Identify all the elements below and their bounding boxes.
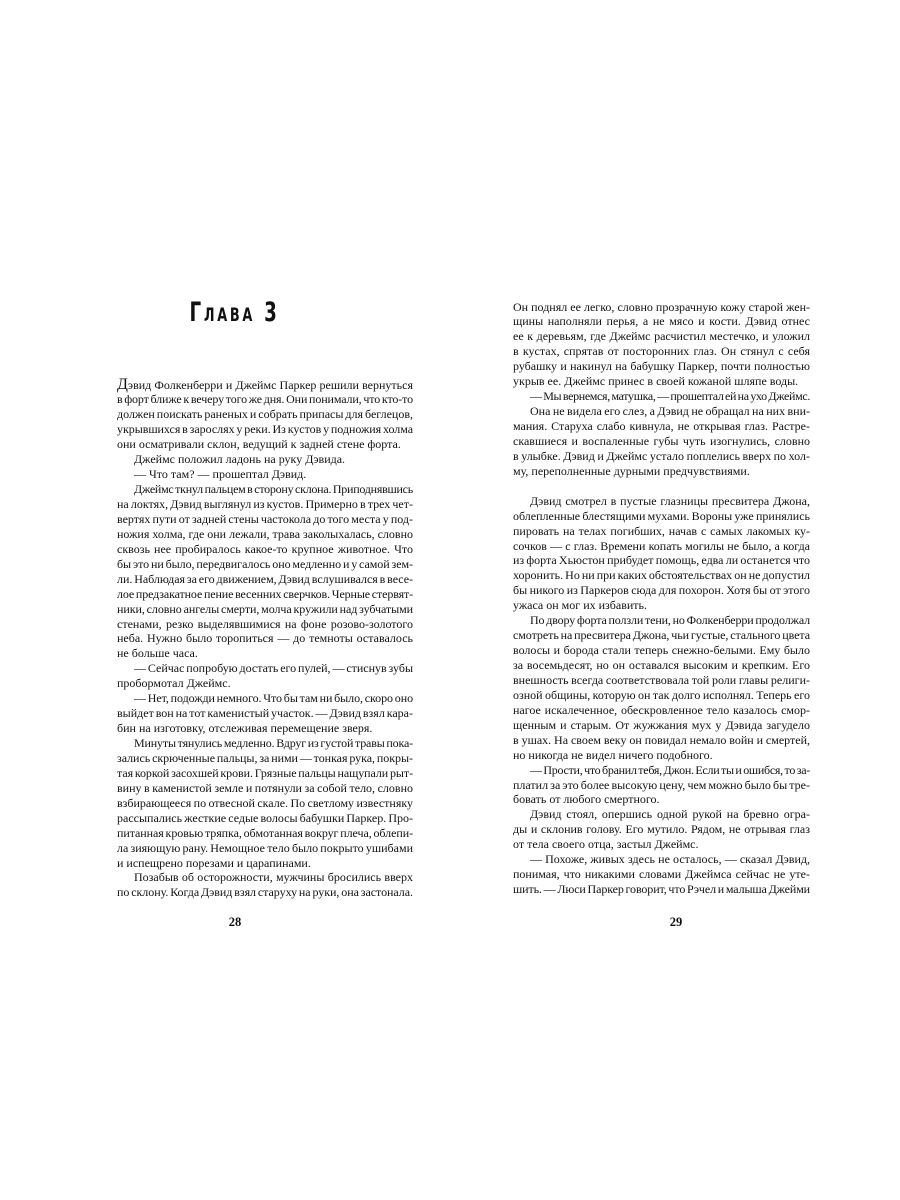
text-line: пробормотал Джеймс. — [117, 676, 231, 691]
text-line: озной общины, которую он так долго исполнял. Теперь его — [513, 687, 810, 702]
text-line: в улыбке. Дэвид и Джеймс устало поплелись вверх по хол- — [513, 448, 810, 463]
text-line: выйдет вон на тот каменистый участок. — Дэвид взял кара- — [117, 706, 413, 721]
text-line: Джеймс ткнул пальцем в сторону склона. Приподнявшись — [134, 482, 413, 497]
text-line: в форт ближе к вечеру того же дня. Они понимали, что кто-то — [117, 392, 413, 407]
text-line: Дэвид смотрел в пустые глазницы пресвитера Джона, — [530, 493, 810, 508]
text-line: питанная кровью тряпка, обмотанная вокруг плеча, облепи- — [117, 825, 413, 840]
text-line: Дэвид Фолкенберри и Джеймс Паркер решили вернуться — [117, 375, 413, 393]
text-line: бовать от любого смертного. — [513, 792, 660, 807]
paragraph — [513, 763, 810, 808]
text-line: сквозь нее пробиралось какое-то крупное животное. Что — [117, 541, 413, 556]
text-line: — Нет, подожди немного. Что бы там ни было, скоро оно — [134, 691, 413, 706]
text-line: ножия холма, где они лежали, трава заколыхалась, словно — [117, 526, 413, 541]
text-line: в ушах. На своем веку он повидал немало войн и смертей, — [513, 732, 810, 747]
text-line: — Похоже, живых здесь не осталось, — сказал Дэвид, — [530, 852, 810, 867]
text-line: Она не видела его слез, а Дэвид не обращал на них вни- — [530, 404, 811, 419]
text-line: — Что там? — прошептал Дэвид. — [134, 467, 307, 482]
text-line: пировать на телах погибших, начав с самых лакомых ку- — [513, 523, 810, 538]
text-line: ники, словно ангелы смерти, молча кружили над зубчатыми — [117, 601, 413, 616]
text-line: они осматривали склон, ведущий к задней стене форта. — [117, 437, 401, 452]
text-line: шить. — Люси Паркер говорит, что Рэчел и малыша Джейми — [513, 882, 810, 897]
page-number-left: 28 — [228, 915, 242, 929]
text-line: укрывшихся в зарослях у реки. Из кустов у подножия холма — [117, 422, 413, 437]
text-line: лое предзакатное пение весенних сверчков. Черные стервят- — [117, 586, 413, 601]
text-line: но никогда не видел ничего подобного. — [513, 747, 713, 762]
text-section — [513, 300, 810, 479]
paragraph — [513, 807, 810, 852]
page-number-right: 29 — [669, 915, 683, 929]
text-line: в кустах, спрятав от посторонних глаз. Он стянул с себя — [513, 344, 810, 359]
text-line: должен поискать раненых и собрать припасы для беглецов, — [117, 407, 414, 422]
text-line: бы никого из Паркеров сюда для похорон. Хотя бы от этого — [513, 583, 810, 598]
text-line: за восемьдесят, но он оставался высоким и крепким. Его — [513, 658, 810, 672]
text-line: стенами, резко выделявшимися на фоне розово-золотого — [117, 616, 413, 631]
paragraph — [117, 870, 413, 900]
text-line: му, переполненные дурными предчувствиями. — [513, 463, 750, 478]
text-line: сочков — с глаз. Времени копать могилы не было, а когда — [513, 538, 810, 553]
text-line: из форта Хьюстон прибудет помощь, едва ли останется что — [513, 553, 810, 568]
paragraph — [513, 389, 810, 404]
text-line: вертях пути от задней стены частокола до того места у под- — [117, 511, 413, 526]
text-line: Минуты тянулись медленно. Вдруг из густой травы пока- — [134, 736, 413, 750]
text-line: щины наполняли перья, а не мясо и кости. Дэвид отнес — [513, 314, 810, 329]
text-line: хоронить. Но ни при каких обстоятельствах он не допустил — [513, 568, 810, 583]
text-line: зались скрюченные пальцы, за ними — тонкая рука, покры- — [117, 750, 413, 765]
text-line: не больше часа. — [117, 646, 198, 661]
paragraph — [513, 852, 810, 897]
left-page-text — [117, 375, 414, 901]
text-line: укрыв ее. Джеймс принес в своей кожаной шляпе воды. — [513, 374, 799, 389]
paragraph — [117, 375, 414, 453]
text-line: ужаса он мог их избавить. — [513, 598, 648, 613]
text-line: неба. Нужно было торопиться — до темноты оставалось — [117, 631, 413, 646]
paragraph — [513, 404, 810, 479]
text-line: ды и склонив голову. Его мутило. Рядом, не отрывая глаз — [513, 822, 810, 837]
paragraph — [513, 613, 810, 762]
text-line: бы это ни было, передвигалось оно медленно и у самой зем- — [117, 556, 413, 571]
text-line: — Сейчас попробую достать его пулей, — стиснув зубы — [134, 661, 413, 676]
text-line: бин на изготовку, отслеживая перемещение зверя. — [117, 721, 373, 736]
paragraph — [513, 494, 810, 614]
text-line: Он поднял ее легко, словно прозрачную кожу старой жен- — [513, 299, 810, 314]
text-line: мания. Старуха слабо кивнула, не открывая глаз. Растре- — [513, 419, 810, 433]
text-line: внешность всегда соответствовала той роли главы религи- — [513, 672, 810, 687]
text-line: облепленные блестящими мухами. Вороны уже принялись — [513, 508, 810, 523]
text-line: Дэвид стоял, опершись одной рукой на бревно огра- — [530, 807, 810, 822]
text-line: — Прости, что бранил тебя, Джон. Если ты и ошибся, то за- — [530, 762, 810, 777]
text-line: По двору форта ползли тени, но Фолкенберри продолжал — [530, 613, 810, 628]
text-line: ли. Наблюдая за его движением, Дэвид вслушивался в весе- — [117, 571, 413, 586]
text-line: и испещрено порезами и царапинами. — [117, 855, 311, 870]
text-section — [513, 494, 810, 897]
paragraph — [117, 736, 413, 870]
paragraph — [117, 691, 413, 736]
text-line: по склону. Когда Дэвид взял старуху на руки, она застонала. — [117, 885, 413, 900]
text-line: ее к деревьям, где Джеймс расчистил местечко, и уложил — [513, 329, 810, 344]
text-line: скавшиеся и воспаленные губы чуть изогнулись, словно — [513, 433, 810, 448]
paragraph — [117, 452, 413, 467]
paragraph — [117, 467, 413, 482]
text-line: от тела своего отца, застыл Джеймс. — [513, 837, 699, 852]
chapter-heading — [135, 298, 335, 328]
chapter-title: Глава 3 — [189, 297, 281, 328]
text-line: тая коркой засохшей крови. Грязные пальцы нащупали рыт- — [117, 765, 413, 780]
right-page — [450, 0, 900, 1200]
text-line: нагое искалеченное, обескровленное тело казалось смор- — [513, 702, 810, 717]
paragraph — [117, 482, 413, 661]
text-line: смотреть на пресвитера Джона, чьи густые, стального цвета — [513, 628, 810, 643]
text-line: щенным и старым. От жужжания мух у Дэвида загудело — [513, 717, 810, 732]
right-page-text — [513, 300, 810, 898]
text-section — [117, 375, 414, 901]
text-line: взбирающееся по отвесной скале. По светлому известняку — [117, 795, 413, 810]
text-line: — Мы вернемся, матушка, — прошептал ей на ухо Джеймс. — [530, 389, 810, 404]
paragraph — [117, 661, 413, 691]
text-line: Джеймс положил ладонь на руку Дэвида. — [134, 452, 346, 467]
text-line: рассыпались жесткие седые волосы бабушки Паркер. Про- — [117, 810, 413, 825]
text-line: на локтях, Дэвид выглянул из кустов. Примерно в трех чет- — [117, 497, 413, 511]
text-line: волосы и борода стали теперь снежно-белыми. Ему было — [513, 643, 810, 658]
paragraph — [513, 300, 810, 390]
text-line: Позабыв об осторожности, мужчины бросились вверх — [134, 870, 413, 885]
text-line: понимая, что никакими словами Джеймса сейчас не уте- — [513, 867, 810, 882]
text-line: платил за это более высокую цену, чем можно было бы тре- — [513, 777, 810, 792]
text-line: ла зияющую рану. Немощное тело было покрыто ушибами — [117, 840, 413, 855]
text-line: вину в каменистой земле и потянули за собой тело, словно — [117, 780, 413, 795]
text-line: рубашку и накинул на бабушку Паркер, почти полностью — [513, 359, 810, 374]
